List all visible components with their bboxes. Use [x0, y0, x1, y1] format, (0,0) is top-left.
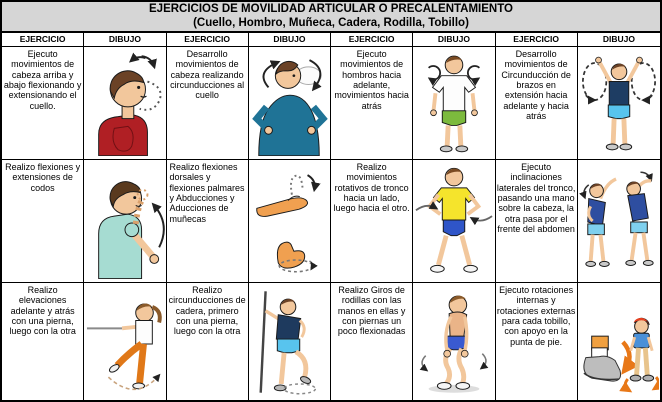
knee-circles-drawing [414, 287, 494, 397]
column-header-ejercicio-4: EJERCICIO [496, 33, 578, 47]
drawing-cell [413, 47, 495, 160]
drawing-cell [249, 283, 331, 400]
elbow-flexion-drawing [85, 163, 165, 279]
column-header-dibujo-4: DIBUJO [578, 33, 660, 47]
arm-circumduction-drawing [579, 50, 659, 156]
exercise-cell: Realizo flexiones dorsales y flexiones palmares y Abducciones y Aducciones de muñecas [167, 160, 249, 283]
exercise-cell: Realizo Giros de rodillas con las manos en ellas y con piernas un poco flexionadas [331, 283, 413, 400]
drawing-cell [84, 283, 166, 400]
column-header-ejercicio-1: EJERCICIO [2, 33, 84, 47]
column-header-dibujo-2: DIBUJO [249, 33, 331, 47]
title-line-1: EJERCICIOS DE MOVILIDAD ARTICULAR O PRECALENTAMIENTO [149, 3, 513, 15]
drawing-cell [84, 47, 166, 160]
exercise-cell: Realizo flexiones y extensiones de codos [2, 160, 84, 283]
lateral-bend-drawing [579, 163, 659, 279]
exercise-cell: Desarrollo movimientos de Circunducción de brazos en extensión hacia adelante y hacia atrás [496, 47, 578, 160]
drawing-cell [84, 160, 166, 283]
exercise-cell: Realizo elevaciones adelante y atrás con una pierna, luego con la otra [2, 283, 84, 400]
drawing-cell [578, 160, 660, 283]
exercise-cell: Ejecuto rotaciones internas y rotaciones externas para cada tobillo, con apoyo en la punta de pie. [496, 283, 578, 400]
drawing-cell [249, 160, 331, 283]
column-header-ejercicio-2: EJERCICIO [167, 33, 249, 47]
table-title [2, 2, 660, 33]
exercise-cell: Ejecuto movimientos de cabeza arriba y abajo flexionando y extensionando el cuello. [2, 47, 84, 160]
exercise-cell: Desarrollo movimientos de cabeza realizando circunducciones al cuello [167, 47, 249, 160]
drawing-cell [578, 47, 660, 160]
ankle-rotation-drawing [579, 287, 659, 397]
column-header-dibujo-1: DIBUJO [84, 33, 166, 47]
exercise-cell: Ejecuto movimientos de hombros hacia adelante, movimientos hacia atrás [331, 47, 413, 160]
column-header-dibujo-3: DIBUJO [413, 33, 495, 47]
exercise-cell: Realizo circunducciones de cadera, primero con una pierna, luego con la otra [167, 283, 249, 400]
head-flexion-drawing [85, 50, 165, 156]
neck-circumduction-drawing [249, 50, 329, 156]
exercise-cell: Ejecuto inclinaciones laterales del tronco, pasando una mano sobre la cabeza, la otra pasa por el frente del abdomen [496, 160, 578, 283]
drawing-cell [413, 283, 495, 400]
drawing-cell [249, 47, 331, 160]
drawing-cell [578, 283, 660, 400]
hip-circumduction-drawing [249, 287, 329, 397]
drawing-cell [413, 160, 495, 283]
shoulder-roll-drawing [414, 50, 494, 156]
exercise-grid [2, 33, 660, 400]
trunk-rotation-drawing [414, 163, 494, 279]
wrist-flexion-drawing [249, 163, 329, 279]
leg-swing-drawing [85, 287, 165, 397]
exercise-cell: Realizo movimientos rotativos de tronco hacia un lado, luego hacia el otro. [331, 160, 413, 283]
column-header-ejercicio-3: EJERCICIO [331, 33, 413, 47]
title-line-2: (Cuello, Hombro, Muñeca, Cadera, Rodilla, Tobillo) [193, 16, 469, 29]
